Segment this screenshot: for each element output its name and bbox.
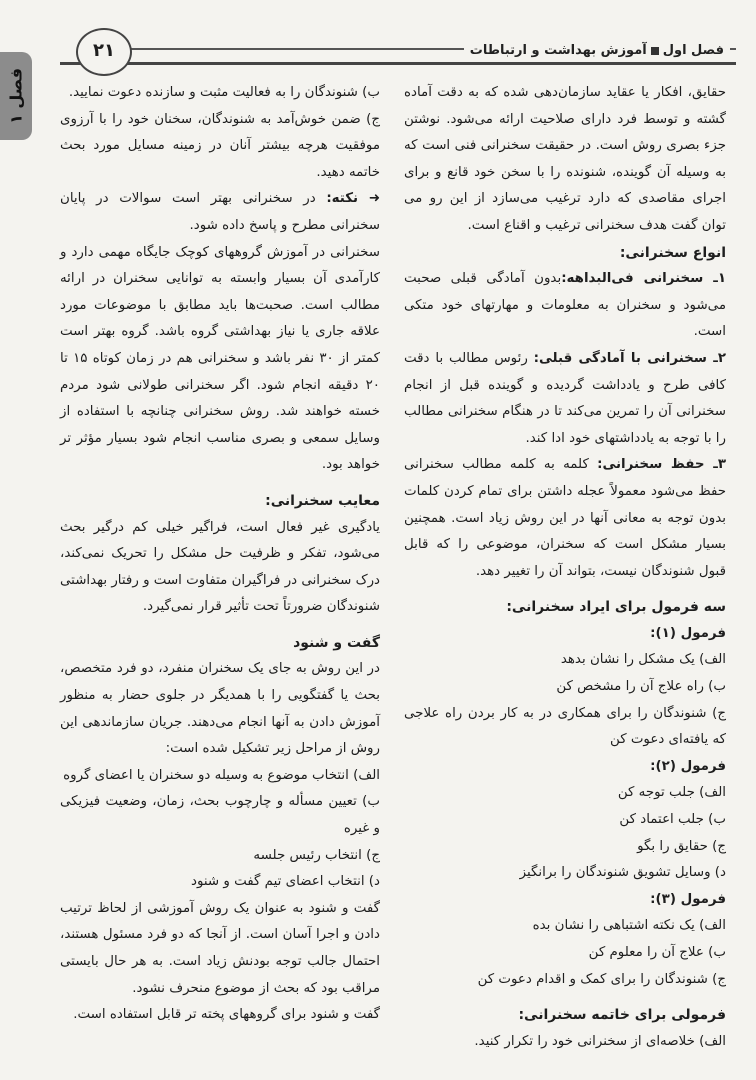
type-2-label: ۲ـ سخنرانی با آمادگی قبلی: [533, 350, 726, 366]
right-column [404, 80, 726, 1055]
formula-2-title: فرمول (۲): [650, 758, 726, 774]
arrow-left-icon: ➜ [368, 191, 380, 207]
header-rule-bottom [60, 62, 736, 65]
chapter-tab-label: فصل ۱ [6, 68, 26, 124]
closing-item: الف) خلاصه‌ای از سخنرانی خود را تکرار کنید. [474, 1033, 726, 1049]
running-header [464, 43, 730, 58]
formula-1-item: ب) راه علاج آن را مشخص کن [556, 679, 726, 695]
formulas-heading: سه فرمول برای ایراد سخنرانی: [506, 599, 726, 616]
formula-3-item: ب) علاج آن را معلوم کن [588, 945, 726, 960]
dialogue-paragraph: در این روش به جای یک سخنران منفرد، دو فرد متخصص، بحث یا گفتگویی را با همدیگر در جلوی حضار به منظور آموزش دادن به آنها انجام می‌دهند. جریان سازماندهی این روش از مراحل زیر تشکیل شده است: [60, 661, 380, 757]
chapter-tab [0, 52, 32, 140]
note [60, 186, 380, 239]
type-1 [404, 266, 726, 346]
type-1-label: ۱ـ سخنرانی فی‌البداهه: [561, 271, 726, 287]
closing-item-b: ب) شنوندگان را به فعالیت مثبت و سازنده دعوت نمایید. [68, 85, 380, 100]
type-3-label: ۳ـ حفظ سخنرانی: [597, 457, 726, 473]
dialogue-heading: گفت و شنود [293, 634, 380, 651]
type-1-text: بدون آمادگی قبلی صحبت می‌شود و سخنران به معلومات و مهارتهای خود متکی است. [404, 271, 726, 340]
square-bullet-icon [651, 47, 659, 55]
type-3-text: کلمه به کلمه مطالب سخنرانی حفظ می‌شود معمولاً عجله داشتن برای تمام کردن کلمات بدون توجه به معانی آنها در این روش زیاد است. همچنین بسیار مشکل است که سخنران، موضوعی را که قابل قبول شنوندگان نیست، بتواند آن را تغییر دهد. [404, 457, 726, 579]
header-title: آموزش بهداشت و ارتباطات [469, 43, 647, 58]
disadvantages-paragraph: یادگیری غیر فعال است، فراگیر خیلی کم درگیر بحث می‌شود، تفکر و ظرفیت حل مشکل را تحریک نمی‌کند، درک سخنرانی در فراگیران متفاوت است و رفتار بهداشتی شنوندگان ضرورتاً تحت تأثیر قرار نمی‌گیرد. [60, 519, 380, 615]
left-column [60, 80, 380, 1029]
formula-3-title: فرمول (۳): [650, 891, 726, 907]
closing-item-c: ج) ضمن خوش‌آمد به شنوندگان، سخنان خود را با آرزوی موفقیت هرچه بیشتر آنان در زمینه مسایل مورد بحث خاتمه دهید. [60, 111, 380, 180]
dialogue-step: ج) انتخاب رئیس جلسه [253, 847, 380, 863]
formula-3-item: الف) یک نکته اشتباهی را نشان بده [532, 918, 726, 934]
dialogue-last: گفت و شنود برای گروههای پخته تر قابل استفاده است. [73, 1007, 380, 1023]
page-number: ۲۱ [76, 28, 132, 76]
formula-2-item: ب) جلب اعتماد کن [619, 812, 726, 828]
dialogue-step: الف) انتخاب موضوع به وسیله دو سخنران یا اعضای گروه [63, 767, 380, 783]
note-label: نکته: [326, 191, 359, 207]
types-heading: انواع سخنرانی: [619, 244, 726, 261]
chapter-label: فصل اول [662, 43, 724, 58]
disadvantages-heading: معایب سخنرانی: [265, 492, 380, 509]
note-text: در سخنرانی بهتر است سوالات در پایان سخنرانی مطرح و پاسخ داده شود. [60, 191, 380, 233]
type-2-text: رئوس مطالب با دقت کافی طرح و یادداشت گردیده و گوینده قبل از انجام سخنرانی آن را تمرین می‌کند تا در هنگام سخنرانی مطالب را با توجه به یادداشتهای خود ادا کند. [404, 350, 726, 446]
formula-1-title: فرمول (۱): [650, 625, 726, 641]
formula-3-item: ج) شنوندگان را برای کمک و اقدام دعوت کن [477, 971, 726, 987]
type-2 [404, 346, 726, 452]
groups-paragraph: سخنرانی در آموزش گروههای کوچک جایگاه مهمی دارد و کارآمدی آن بسیار وابسته به توانایی سخنران در ارائه مطالب است. صحبت‌ها باید مطابق با موضوعات مورد علاقه جاری یا نیاز بهداشتی گروه باشد. گروه بهتر است کمتر از ۳۰ نفر باشد و سخنرانی هم در زمان کوتاه ۱۵ تا ۲۰ دقیقه انجام شود. اگر سخنرانی طولانی شود مردم خسته خواهند شد. روش سخنرانی چنانچه با استفاده از وسایل سمعی و بصری مناسب انجام شود بسیار مؤثر تر خواهد بود. [60, 244, 380, 473]
dialogue-outro: گفت و شنود به عنوان یک روش آموزشی از لحاظ ترتیب دادن و اجرا آسان است. از آنجا که دو فرد مسئول هستند، احتمال جالب توجه بودنش زیاد است. به هر حال بایستی مراقب بود که بحث از موضوع منحرف نشود. [60, 900, 380, 996]
intro-paragraph: حقایق، افکار یا عقاید سازمان‌دهی شده که به دقت آماده گشته و توسط فرد دارای صلاحیت ارائه می‌شود. نوشتن جزء بصری روش است. در حقیقت سخنرانی فنی است که به وسیله آن گوینده، شنونده را با سخن خود قانع و برای اجرای مقاصدی که دارد ترغیب می‌سازد از این رو می توان گفت هدف سخنرانی ترغیب و اقناع است. [404, 85, 726, 233]
type-3 [404, 452, 726, 585]
dialogue-step: د) انتخاب اعضای تیم گفت و شنود [190, 874, 380, 890]
formula-1-item: الف) یک مشکل را نشان بدهد [560, 652, 726, 668]
formula-2-item: ج) حقایق را بگو [637, 838, 726, 854]
formula-1-item: ج) شنوندگان را برای همکاری در به کار بردن راه علاجی که یافته‌ای دعوت کن [404, 705, 726, 748]
closing-heading: فرمولی برای خاتمه سخنرانی: [518, 1007, 726, 1024]
formula-2-item: الف) جلب توجه کن [617, 785, 726, 801]
dialogue-step: ب) تعیین مسأله و چارچوب بحث، زمان، وضعیت فیزیکی و غیره [60, 794, 380, 837]
formula-2-item: د) وسایل تشویق شنوندگان را برانگیز [519, 865, 726, 881]
